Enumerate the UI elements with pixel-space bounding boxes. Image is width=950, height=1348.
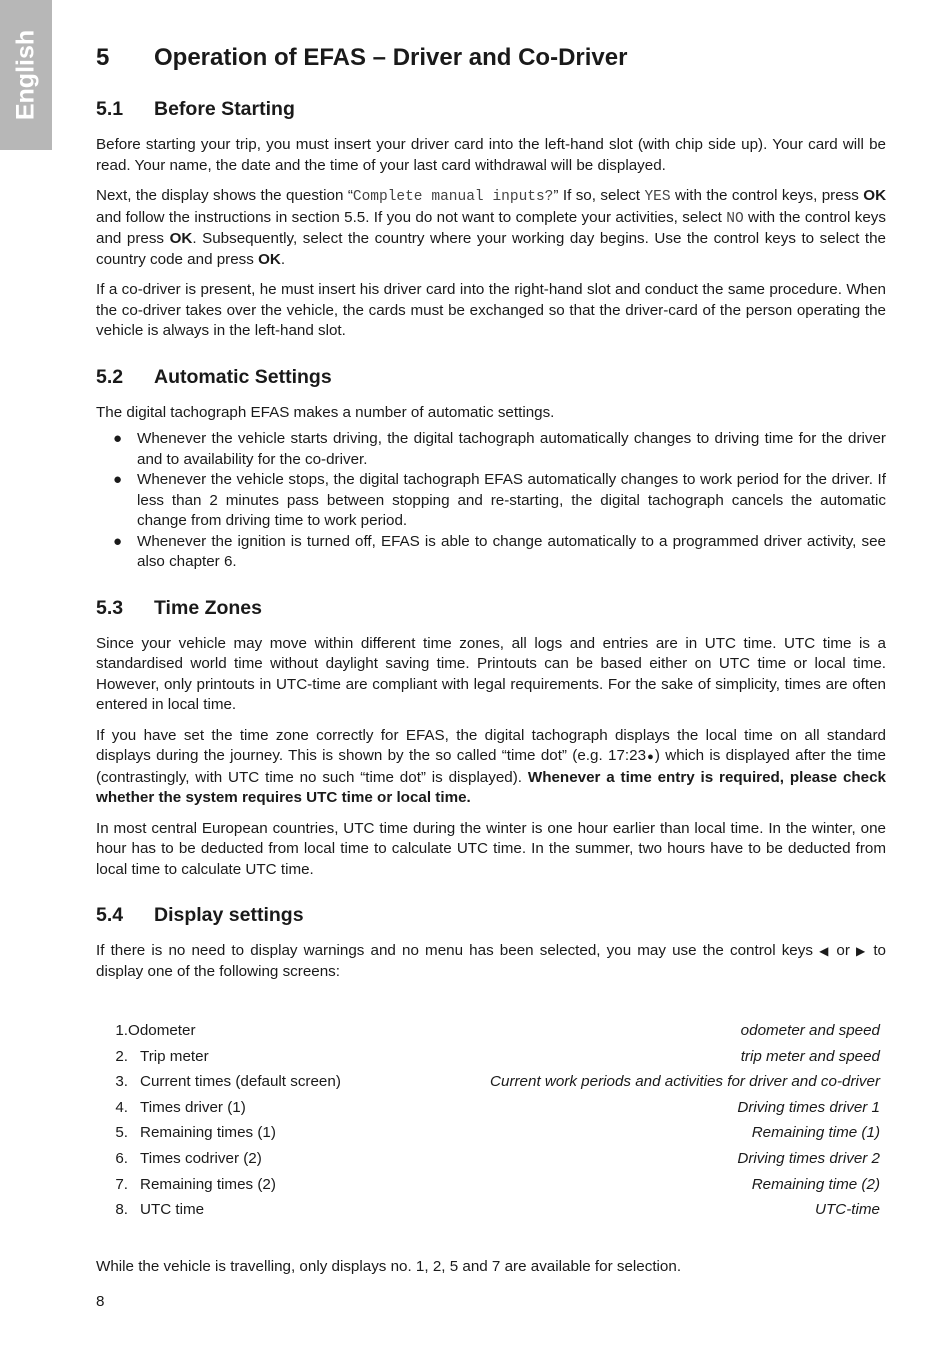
screen-label: Remaining times (1) (140, 1124, 276, 1142)
text-run: Next, the display shows the question “ (96, 187, 353, 204)
ok-key-text: OK (169, 230, 193, 247)
screen-label: Trip meter (140, 1047, 209, 1065)
text-run: If there is no need to display warnings and no menu has been selected, you may use the control keys (96, 942, 820, 959)
list-item-text: Whenever the vehicle stops, the digital tachograph EFAS automatically changes to work period for the driver. If less than 2 minutes pass between stopping and re-starting, the digital tachograph cancels the automatic change from driving time to work period. (137, 471, 886, 529)
language-tab (0, 0, 52, 150)
section-number: 5.1 (96, 98, 124, 120)
screen-label: Times driver (1) (140, 1098, 246, 1116)
list-item (96, 470, 886, 532)
screen-label: Odometer (128, 1022, 196, 1039)
screen-label: Current times (default screen) (140, 1073, 341, 1091)
screen-row (96, 1146, 886, 1172)
chapter-title: Operation of EFAS – Driver and Co-Driver (154, 44, 628, 71)
page-content (96, 44, 886, 1287)
screen-row (96, 1120, 886, 1146)
section-title: Before Starting (154, 98, 295, 120)
screen-row (96, 1044, 886, 1070)
screens-list (96, 1018, 886, 1223)
text-run: to display one of the following screens: (96, 942, 887, 980)
paragraph: The digital tachograph EFAS makes a number of automatic settings. (96, 403, 555, 421)
warning-text: Whenever a time entry is required, please check whether the system requires UTC time or local time. (96, 768, 887, 806)
section-title: Time Zones (154, 596, 263, 619)
text-run: and follow the instructions in section 5.5. If you do not want to complete your activities, select (96, 208, 727, 226)
screen-row (96, 1018, 886, 1044)
screen-index: 2. (115, 1047, 128, 1065)
paragraph: In most central European countries, UTC time during the winter is one hour earlier than local time. In the winter, one hour has to be deducted from local time to calculate UTC time. In the summer, two hours have to be deducted from local time to calculate UTC time. (96, 819, 886, 878)
display-text-yes: YES (644, 189, 671, 205)
text-run: with the control keys and press (96, 208, 886, 247)
bullet-icon: ● (113, 532, 123, 550)
section-title: Display settings (154, 904, 304, 926)
screen-index: 5. (115, 1124, 128, 1142)
language-tab-label: English (11, 29, 40, 121)
screen-description: Driving times driver 2 (737, 1149, 880, 1167)
section-heading (96, 98, 886, 121)
paragraph (96, 941, 886, 982)
section-display-settings (96, 904, 886, 1277)
screen-row (96, 1069, 886, 1095)
time-dot-icon: ● (646, 751, 655, 763)
right-arrow-key-icon: ▶ (856, 944, 868, 958)
screen-description: UTC-time (815, 1201, 880, 1219)
list-item (96, 429, 886, 470)
screen-index: 7. (115, 1175, 128, 1193)
section-automatic-settings (96, 366, 886, 573)
footer-note: While the vehicle is travelling, only displays no. 1, 2, 5 and 7 are available for selection. (96, 1257, 682, 1275)
ok-key-text: OK (863, 187, 887, 204)
screen-row (96, 1095, 886, 1121)
ok-key-text: OK (258, 250, 281, 268)
text-run: . (280, 250, 286, 268)
screen-description: trip meter and speed (740, 1047, 880, 1065)
section-before-starting (96, 98, 886, 342)
display-text-no: NO (726, 210, 744, 227)
bullet-icon: ● (113, 471, 123, 488)
chapter-number: 5 (96, 44, 110, 71)
text-run: ) which is displayed after the time (contrastingly, with UTC time no such “time dot” is displayed). (96, 747, 886, 786)
text-run: . Subsequently, select the country where your working day begins. Use the control keys to select the country code and press (96, 230, 886, 268)
screen-row (96, 1197, 886, 1223)
section-heading (96, 597, 886, 620)
display-text-complete-manual-inputs: Complete manual inputs? (352, 189, 554, 205)
chapter-heading (96, 44, 886, 72)
section-time-zones (96, 597, 886, 881)
page-number: 8 (96, 1293, 105, 1310)
section-heading (96, 366, 886, 389)
screen-index: 3. (115, 1073, 128, 1091)
screen-label: UTC time (140, 1201, 205, 1219)
section-number: 5.3 (96, 596, 124, 619)
screen-index: 8. (115, 1201, 128, 1219)
screen-label: Times codriver (2) (140, 1149, 262, 1167)
section-number: 5.2 (96, 365, 124, 388)
screen-index: 6. (115, 1149, 128, 1167)
paragraph: If a co-driver is present, he must insert his driver card into the right-hand slot and conduct the same procedure. When the co-driver takes over the vehicle, the cards must be exchanged so that the driver-card of the person operating the vehicle is always in the left-hand slot. (96, 281, 886, 339)
screen-row (96, 1172, 886, 1198)
paragraph-time-dot (96, 726, 886, 809)
text-run: or (830, 942, 857, 959)
bullet-icon: ● (113, 430, 123, 447)
screen-description: Remaining time (1) (751, 1124, 880, 1142)
bullet-list (96, 429, 886, 573)
screen-description: Remaining time (2) (751, 1175, 880, 1193)
text-run: If you have set the time zone correctly for EFAS, the digital tachograph displays the local time on all standard displays during the journey. This is shown by the so called “time dot” (e.g. 17:23 (96, 726, 886, 764)
left-arrow-key-icon: ◀ (819, 944, 831, 958)
text-run: with the control keys, press (670, 187, 864, 204)
list-item-text: Whenever the ignition is turned off, EFAS is able to change automatically to a programmed driver activity, see also chapter 6. (137, 532, 886, 570)
screen-label: Remaining times (2) (140, 1175, 276, 1193)
section-heading (96, 904, 886, 927)
screen-index: 1. (115, 1022, 128, 1039)
screen-description: Driving times driver 1 (737, 1098, 880, 1116)
paragraph-manual-inputs (96, 186, 886, 270)
list-item-text: Whenever the vehicle starts driving, the digital tachograph automatically changes to driving time for the driver and to availability for the co-driver. (137, 430, 886, 468)
section-number: 5.4 (96, 904, 124, 926)
screen-description: Current work periods and activities for driver and co-driver (490, 1073, 880, 1091)
section-title: Automatic Settings (154, 365, 332, 388)
screen-description: odometer and speed (740, 1022, 880, 1039)
list-item (96, 532, 886, 573)
screen-index: 4. (115, 1098, 128, 1116)
paragraph: Since your vehicle may move within different time zones, all logs and entries are in UTC time. UTC time is a standardised world time without daylight saving time. Printouts can be based either on UTC time or local time. However, only printouts in UTC-time are compliant with legal requirements. For the sake of simplicity, times are often entered in local time. (96, 634, 886, 713)
paragraph: Before starting your trip, you must insert your driver card into the left-hand slot (with chip side up). Your card will be read. Your name, the date and the time of your last card withdrawal will be displayed. (96, 136, 886, 174)
text-run: ” If so, select (553, 187, 645, 204)
